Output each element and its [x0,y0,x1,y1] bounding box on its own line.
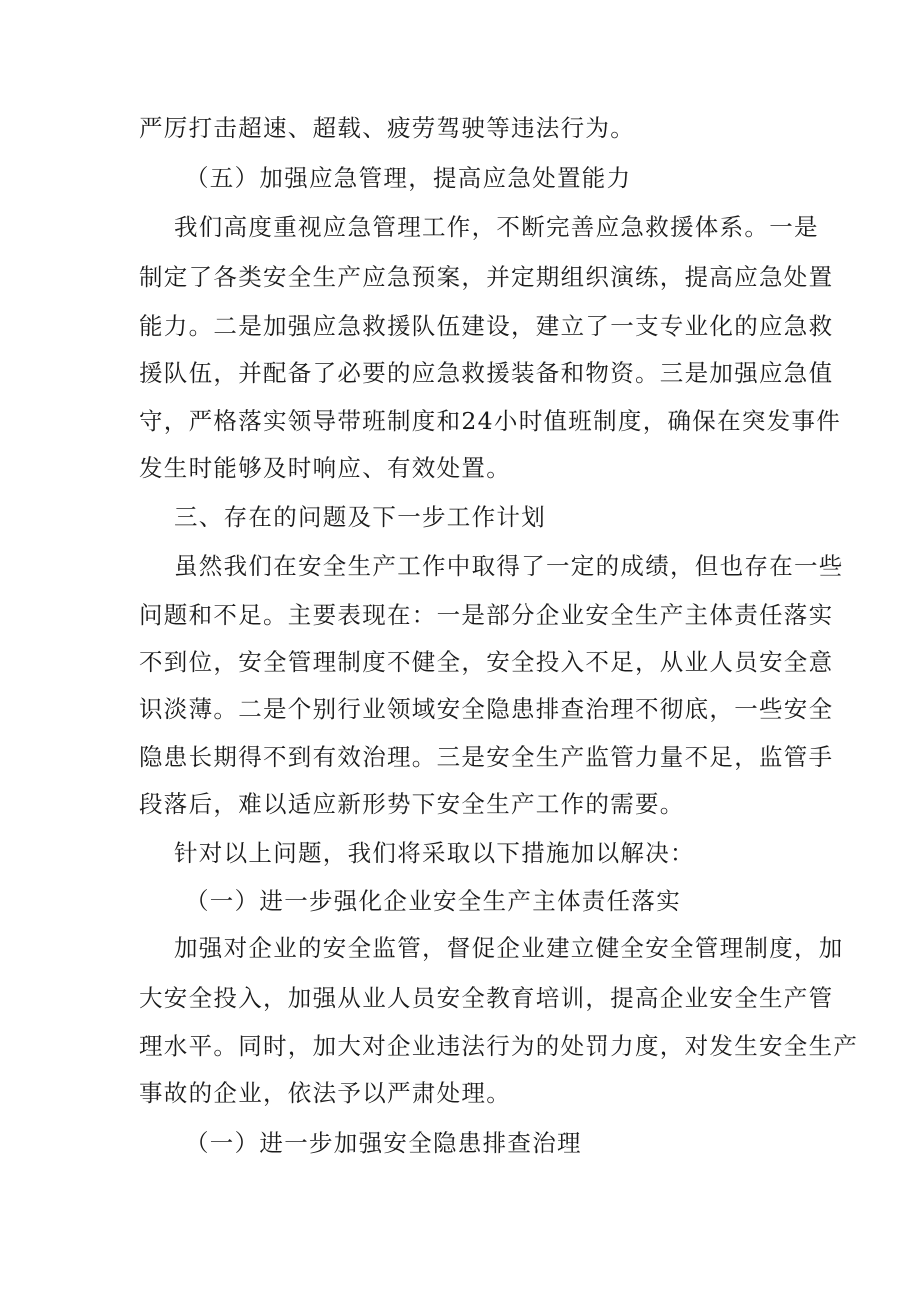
paragraph-line: 针对以上问题，我们将采取以下措施加以解决： [174,839,695,867]
chapter-heading: 三、存在的问题及下一步工作计划 [174,503,546,531]
paragraph-line: 能力。二是加强应急救援队伍建设，建立了一支专业化的应急救 [139,312,834,340]
paragraph-line: 隐患长期得不到有效治理。三是安全生产监管力量不足，监管手 [139,743,834,771]
paragraph-line: 我们高度重视应急管理工作，不断完善应急救援体系。一是 [174,213,819,241]
paragraph-line: 发生时能够及时响应、有效处置。 [139,454,511,482]
paragraph-line: 问题和不足。主要表现在：一是部分企业安全生产主体责任落实 [139,601,834,629]
paragraph-line: 理水平。同时，加大对企业违法行为的处罚力度，对发生安全生产 [139,1032,859,1060]
section-heading: （五）加强应急管理，提高应急处置能力 [185,164,632,192]
paragraph-line: 不到位，安全管理制度不健全，安全投入不足，从业人员安全意 [139,648,834,676]
paragraph-line: 加强对企业的安全监管，督促企业建立健全安全管理制度，加 [174,934,844,962]
paragraph-line: 制定了各类安全生产应急预案，并定期组织演练，提高应急处置 [139,263,834,291]
paragraph-line: 援队伍，并配备了必要的应急救援装备和物资。三是加强应急值 [139,359,834,387]
paragraph-line: 严厉打击超速、超载、疲劳驾驶等违法行为。 [139,114,635,142]
section-heading: （一）进一步加强安全隐患排查治理 [185,1129,582,1157]
paragraph-line: 事故的企业，依法予以严肃处理。 [139,1079,511,1107]
section-heading: （一）进一步强化企业安全生产主体责任落实 [185,887,681,915]
paragraph-line: 大安全投入，加强从业人员安全教育培训，提高企业安全生产管 [139,984,834,1012]
paragraph-line: 守，严格落实领导带班制度和24小时值班制度，确保在突发事件 [139,407,842,435]
paragraph-line: 识淡薄。二是个别行业领域安全隐患排查治理不彻底，一些安全 [139,695,834,723]
paragraph-line: 段落后，难以适应新形势下安全生产工作的需要。 [139,790,685,818]
paragraph-line: 虽然我们在安全生产工作中取得了一定的成绩，但也存在一些 [174,552,844,580]
